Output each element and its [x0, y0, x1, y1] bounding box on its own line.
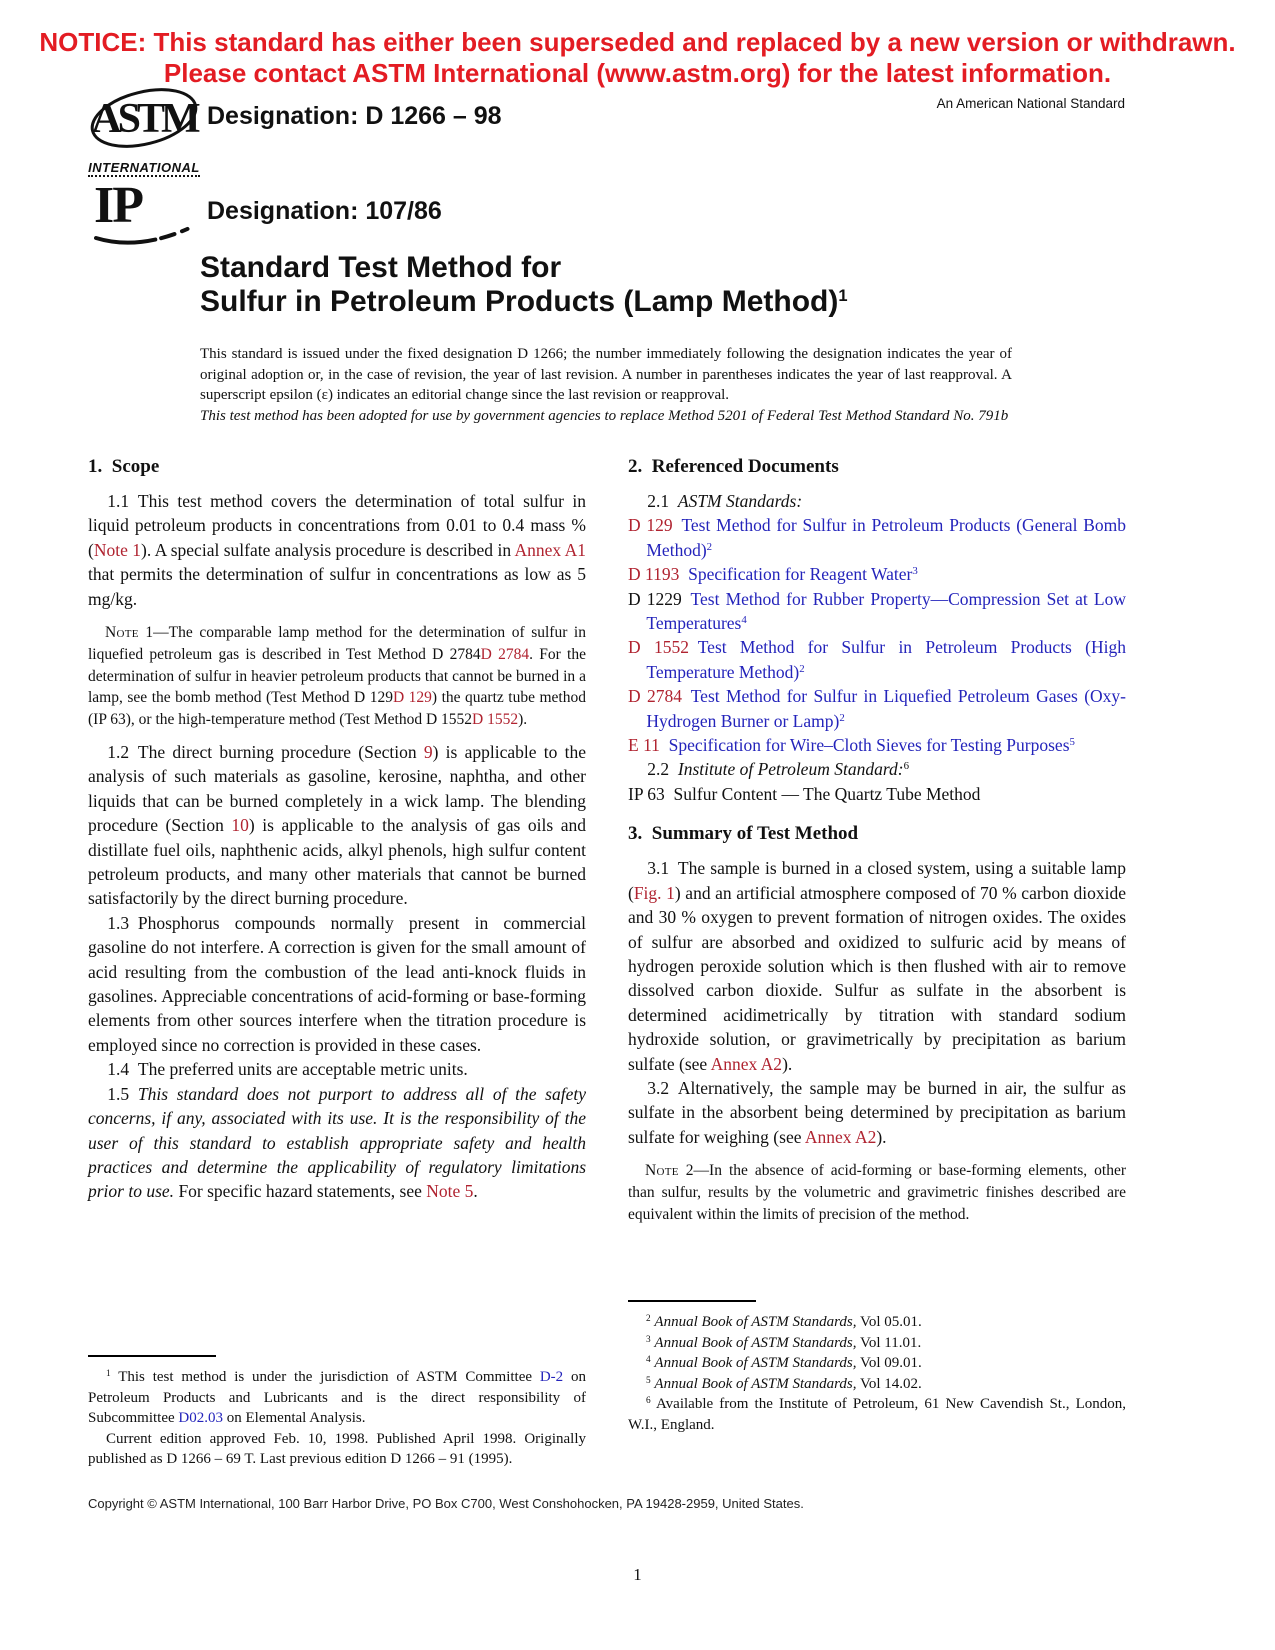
astm-globe-icon [88, 84, 200, 154]
footnote-5 [628, 1374, 1126, 1395]
para-1-5 [88, 1082, 586, 1204]
section-1-heading [88, 455, 586, 479]
text-segment: . [473, 1181, 478, 1202]
text-segment: . For the determination of sulfur in heavier petroleum products that cannot be burned in a lamp, see the bomb method (Test Method D 129 [88, 645, 586, 707]
reference-link[interactable]: 4 [741, 614, 747, 627]
reference-link[interactable]: 2 [799, 662, 805, 675]
text-segment: Note [105, 624, 139, 642]
left-column-footnotes [88, 1355, 586, 1470]
text-segment: 1.2 The direct burning procedure (Section [107, 742, 424, 763]
text-segment: 2 [646, 1313, 651, 1324]
para-3-1 [628, 856, 1126, 1076]
text-segment: ). [782, 1053, 793, 1074]
footnote-1 [88, 1367, 586, 1429]
reference-link[interactable]: Test Method for Sulfur in Petroleum Products (High Temperature Method) [646, 637, 1127, 682]
astm-designation: Designation: D 1266 – 98 [207, 102, 502, 130]
text-segment: Institute of Petroleum Standard: [677, 759, 904, 780]
intro-block [200, 344, 1012, 426]
notice-line-2: Please contact ASTM International (www.astm.org) for the latest information. [163, 58, 1112, 88]
text-segment: Vol 14.02. [856, 1375, 922, 1392]
title-line-1 [200, 251, 1030, 285]
document-title [200, 251, 1030, 319]
text-segment: Current edition approved Feb. 10, 1998. Published April 1998. Originally published as D 1266 – 69 T. Last previous edition D 1266 – 91 (1995). [88, 1430, 586, 1467]
text-segment [679, 564, 688, 584]
text-segment: 3.2 Alternatively, the sample may be burned in air, the sulfur as sulfate in the absorbent being determined by precipitation as barium sulfate for weighing (see [628, 1077, 1126, 1147]
text-segment: 1. Scope [88, 456, 160, 477]
text-segment: ) the quartz tube method (IP 63), or the high-temperature method (Test Method D 1552 [88, 689, 586, 729]
astm-logo-text: ASTM [91, 96, 197, 142]
reference-link[interactable]: D 1552 [472, 711, 519, 729]
reference-link[interactable]: 2 [839, 711, 845, 724]
astm-logo [86, 84, 202, 177]
text-segment: ASTM Standards: [677, 491, 803, 511]
text-segment: This standard does not purport to address all of the safety concerns, if any, associated with its use. It is the responsibility of the user of this standard to establish appropriate safety and health practices and determine the applicability of regulatory limitations prior to use. [88, 1083, 586, 1202]
page-number: 1 [633, 1565, 642, 1584]
para-3-2 [628, 1076, 1126, 1149]
text-segment: 5 [646, 1375, 651, 1386]
ip-logo [94, 177, 204, 244]
text-segment: that permits the determination of sulfur in concentrations as low as 5 mg/kg. [88, 564, 586, 609]
text-segment: 4 [646, 1354, 651, 1365]
right-column-content [628, 455, 1126, 1235]
reference-link[interactable]: 3 [912, 565, 918, 578]
text-segment: 2.1 [647, 491, 678, 511]
reference-link[interactable]: 10 [231, 815, 249, 836]
ip-designation: Designation: 107/86 [207, 197, 442, 225]
footnote-rule-right [628, 1300, 756, 1302]
text-segment [660, 735, 669, 755]
text-segment: Annual Book of ASTM Standards, [654, 1375, 857, 1392]
reference-link[interactable]: 5 [1069, 736, 1075, 749]
text-segment: ) and an artificial atmosphere composed of 70 % carbon dioxide and 30 % oxygen to prevent formation of nitrogen oxides. The oxides of sulfur are absorbed and oxidized to sulfuric acid by means of hydrogen peroxide solution which is then flushed with air to remove dissolved carbon dioxide. Sulfur as sulfate in the absorbent is determined acidimetrically by titration with standard sodium hydroxide solution, or gravimetrically by precipitation as barium sulfate (see [628, 882, 1126, 1074]
reference-link[interactable]: D 2784 [480, 645, 530, 663]
reference-link[interactable]: Test Method for Sulfur in Petroleum Products (General Bomb Method) [646, 515, 1127, 560]
reference-link[interactable]: Note 1 [93, 539, 142, 560]
footnote-edition [88, 1429, 586, 1470]
reference-link[interactable]: 9 [423, 742, 433, 763]
reference-link[interactable]: E 11 [628, 735, 660, 756]
text-segment: Sulfur in Petroleum Products (Lamp Method) [200, 285, 839, 318]
text-segment: 2.2 [647, 759, 678, 780]
reference-link[interactable]: D02.03 [178, 1410, 223, 1426]
reference-link[interactable]: D 129 [392, 689, 432, 707]
text-segment: 3.1 The sample is burned in a closed system, using a suitable lamp ( [628, 858, 1126, 903]
text-segment: This test method is under the jurisdiction of ASTM Committee [110, 1369, 540, 1385]
text-segment: 1.4 The preferred units are acceptable metric units. [107, 1059, 468, 1080]
right-column-footnotes [628, 1300, 1126, 1435]
ref-d1229 [628, 587, 1126, 636]
ref-d1552 [628, 635, 1126, 684]
text-segment [689, 637, 698, 657]
text-segment: 1.3 Phosphorus compounds normally present in commercial gasoline do not interfere. A correction is given for the small amount of acid resulting from the combustion of the lead anti-knock fluids in gasolines. Appreciable concentrations of acid-forming or base-forming elements from other sources interfere when the titration procedure is employed since no correction is provided in these cases. [88, 912, 586, 1055]
text-segment: Standard Test Method for [200, 251, 562, 284]
para-2-1 [628, 489, 1126, 513]
note-1 [88, 622, 586, 731]
reference-link[interactable]: D-2 [539, 1369, 564, 1385]
footnote-3 [628, 1333, 1126, 1354]
ip-logo-text: IP [94, 177, 142, 234]
reference-link[interactable]: D 129 [628, 515, 673, 536]
footnote-rule-left [88, 1355, 216, 1357]
text-segment: Annual Book of ASTM Standards, [654, 1355, 857, 1371]
text-segment: 3 [646, 1334, 651, 1345]
text-segment: ). [518, 711, 528, 729]
para-1-4 [88, 1057, 586, 1081]
text-segment: ) is applicable to the analysis of such materials as gasoline, kerosine, naphtha, and other liquids that can be burned completely in a wick lamp. The blending procedure (Section [88, 742, 586, 836]
reference-link[interactable]: Annex A1 [514, 539, 586, 560]
text-segment: Vol 05.01. [856, 1314, 922, 1330]
text-segment: 1—The comparable lamp method for the determination of sulfur in liquefied petroleum gas is described in Test Method D 2784 [88, 624, 586, 663]
adoption-note [200, 406, 1012, 427]
text-segment: Vol 09.01. [856, 1355, 922, 1371]
reference-link[interactable]: 2 [706, 540, 713, 553]
text-segment: 1 [106, 1368, 111, 1379]
para-1-1 [88, 489, 586, 611]
text-segment: on Petroleum Products and Lubricants and is the direct responsibility of Subcommittee [88, 1369, 587, 1426]
ref-ip63 [628, 782, 1126, 806]
text-segment: This standard is issued under the fixed designation D 1266; the number immediately following the designation indicates the year of original adoption or, in the case of revision, the year of last revision. A number in parentheses indicates the year of last reapproval. A superscript epsilon (ε) indicates an editorial change since the last revision or reapproval. [200, 346, 1012, 403]
notice-banner [0, 27, 1275, 89]
para-1-2 [88, 740, 586, 911]
reference-link[interactable]: Test Method for Rubber Property—Compression Set at Low Temperatures [646, 588, 1126, 634]
text-segment: 1.1 This test method covers the determination of total sulfur in liquid petroleum products in concentrations from 0.01 to 0.4 mass % ( [88, 491, 586, 560]
section-2-heading [628, 455, 1126, 479]
issuance-paragraph [200, 344, 1012, 406]
text-segment: 1.5 [107, 1083, 138, 1104]
footnote-4 [628, 1353, 1126, 1374]
text-segment: 6 [646, 1395, 651, 1406]
text-segment: 6 [903, 760, 909, 773]
ip-swoosh-icon [94, 194, 204, 250]
text-segment: This test method has been adopted for use by government agencies to replace Method 5201 of Federal Test Method Standard No. 791b [200, 407, 1009, 424]
reference-link[interactable]: Specification for Wire–Cloth Sieves for Testing Purposes [668, 735, 1070, 756]
title-line-2 [200, 285, 1030, 319]
reference-link[interactable]: D 1193 [628, 564, 680, 585]
reference-link[interactable]: Fig. 1 [633, 882, 675, 903]
text-segment: 3. Summary of Test Method [628, 823, 859, 845]
text-segment: ). A special sulfate analysis procedure is described in [141, 539, 515, 560]
footnote-6 [628, 1394, 1126, 1435]
text-segment: ) is applicable to the analysis of gas oils and distillate fuel oils, naphthenic acids, alkyl phenols, high sulfur content petroleum products, and many other materials that cannot be burned satisfactorily by the direct burning procedure. [88, 815, 587, 909]
left-column [88, 455, 586, 1465]
text-segment: Available from the Institute of Petroleum, 61 New Cavendish St., London, W.I., England. [628, 1396, 1126, 1433]
text-segment: 2—In the absence of acid-forming or base-forming elements, other than sulfur, results by the volumetric and gravimetric finishes described are equivalent within the limits of precision of the method. [628, 1162, 1126, 1223]
text-segment: Annual Book of ASTM Standards, [654, 1334, 857, 1351]
text-segment: IP 63 Sulfur Content — The Quartz Tube Method [628, 783, 981, 804]
para-1-3 [88, 911, 586, 1057]
text-segment: D 1229 [628, 588, 691, 609]
reference-link[interactable]: Annex A2 [804, 1126, 877, 1147]
ansi-note: An American National Standard [936, 96, 1125, 111]
text-segment [682, 686, 691, 706]
ref-d2784 [628, 684, 1126, 733]
text-segment: ). [876, 1126, 887, 1147]
reference-link[interactable]: Test Method for Sulfur in Liquefied Petroleum Gases (Oxy-Hydrogen Burner or Lamp) [646, 686, 1126, 731]
text-segment: on Elemental Analysis. [223, 1410, 366, 1426]
reference-link[interactable]: Note 5 [426, 1181, 474, 1202]
ref-d1193 [628, 562, 1126, 586]
two-column-body [88, 455, 1126, 1465]
text-segment: Annual Book of ASTM Standards, [654, 1314, 857, 1330]
section-3-heading [628, 822, 1126, 846]
astm-logo-subtext: INTERNATIONAL [88, 160, 200, 175]
para-2-2 [628, 757, 1126, 781]
text-segment: For specific hazard statements, see [174, 1181, 427, 1202]
text-segment: 1 [838, 287, 848, 306]
reference-link[interactable]: Specification for Reagent Water [688, 564, 913, 585]
reference-link[interactable]: D 1552 [628, 637, 689, 658]
note-2 [628, 1160, 1126, 1225]
reference-link[interactable]: Annex A2 [710, 1053, 783, 1074]
text-segment: Vol 11.01. [856, 1334, 922, 1351]
footnote-2 [628, 1312, 1126, 1333]
left-column-content [88, 455, 586, 1204]
text-segment: 2. Referenced Documents [628, 456, 839, 477]
text-segment: Note [645, 1162, 679, 1180]
copyright-line: Copyright © ASTM International, 100 Barr Harbor Drive, PO Box C700, West Conshohocken, PA 19428-2959, United States. [88, 1496, 804, 1511]
ref-e11 [628, 733, 1126, 757]
right-column [628, 455, 1126, 1465]
ref-d129 [628, 513, 1126, 562]
notice-line-1: NOTICE: This standard has either been superseded and replaced by a new version or withdrawn. [39, 27, 1236, 57]
reference-link[interactable]: D 2784 [628, 686, 682, 707]
